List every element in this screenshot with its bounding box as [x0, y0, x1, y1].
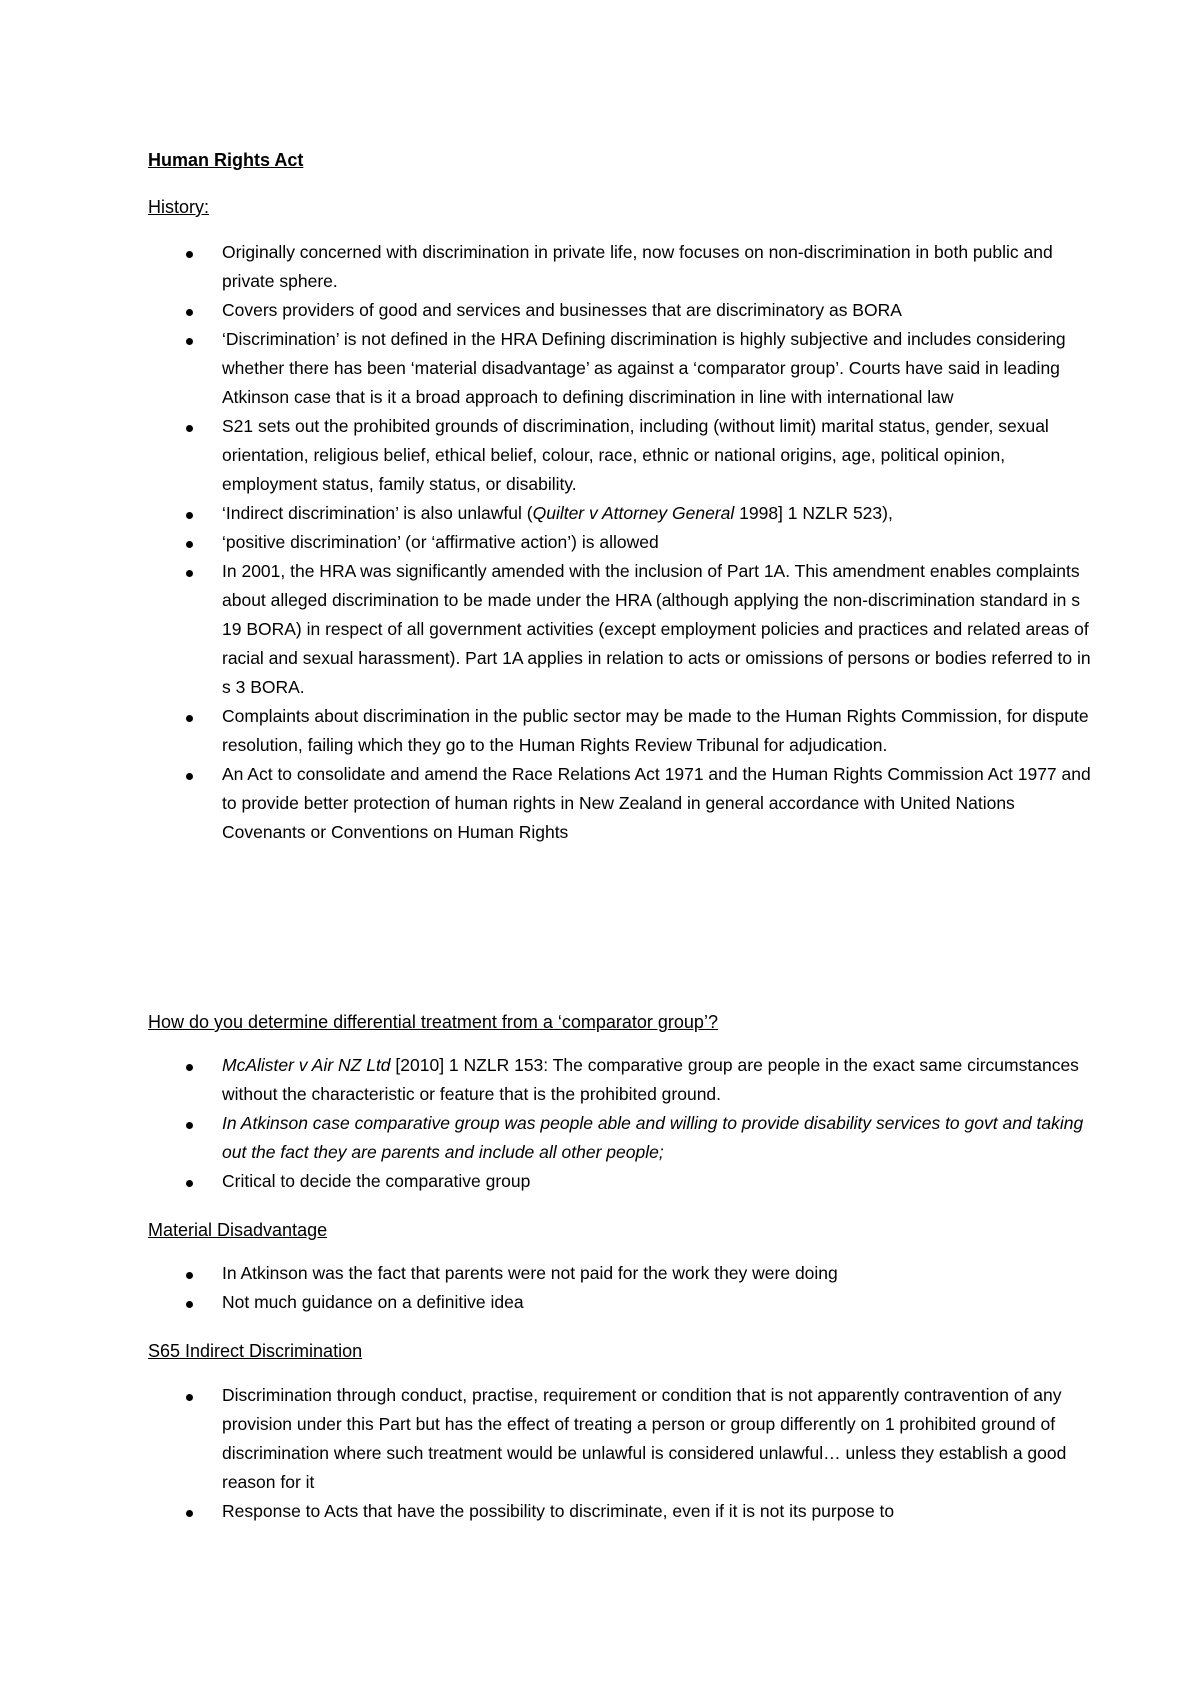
s65-heading: S65 Indirect Discrimination	[148, 1341, 363, 1361]
bullet-icon	[186, 309, 193, 316]
material-heading: Material Disadvantage	[148, 1220, 328, 1240]
comparator-list	[0, 1051, 1092, 1196]
bullet-icon	[186, 251, 193, 258]
list-item: An Act to consolidate and amend the Race Relations Act 1971 and the Human Rights Commission Act 1977 and to provide better protection of human rights in New Zealand in general accordance with United Nations Covenants or Conventions on Human Rights	[0, 760, 1092, 847]
bullet-icon	[186, 1510, 193, 1517]
bullet-icon	[186, 1180, 193, 1187]
bullet-icon	[186, 773, 193, 780]
comparator-heading: How do you determine differential treatment from a ‘comparator group’?	[148, 1012, 718, 1032]
case-citation: McAlister v Air NZ Ltd	[222, 1055, 391, 1075]
bullet-icon	[186, 1272, 193, 1279]
document-title: Human Rights Act	[148, 150, 304, 170]
case-citation: Quilter v Attorney General	[532, 503, 735, 523]
bullet-icon	[186, 1122, 193, 1129]
bullet-icon	[186, 1301, 193, 1308]
list-item: Critical to decide the comparative group	[0, 1167, 1092, 1196]
list-item: S21 sets out the prohibited grounds of discrimination, including (without limit) marital status, gender, sexual orientation, religious belief, ethical belief, colour, race, ethnic or national origins, age, political opinion, employment status, family status, or disability.	[0, 412, 1092, 499]
bullet-icon	[186, 425, 193, 432]
list-item: Originally concerned with discrimination in private life, now focuses on non-discrimination in both public and private sphere.	[0, 238, 1092, 296]
history-list	[0, 238, 1092, 847]
bullet-icon	[186, 338, 193, 345]
list-item: In Atkinson case comparative group was people able and willing to provide disability services to govt and taking out the fact they are parents and include all other people;	[0, 1109, 1092, 1167]
list-item: In Atkinson was the fact that parents were not paid for the work they were doing	[0, 1259, 1092, 1288]
bullet-icon	[186, 512, 193, 519]
bullet-icon	[186, 1064, 193, 1071]
bullet-icon	[186, 570, 193, 577]
bullet-icon	[186, 715, 193, 722]
s65-list	[0, 1381, 1092, 1526]
list-item: Response to Acts that have the possibility to discriminate, even if it is not its purpose to	[0, 1497, 1092, 1526]
history-heading: History:	[148, 197, 210, 217]
list-item: Complaints about discrimination in the public sector may be made to the Human Rights Commission, for dispute resolution, failing which they go to the Human Rights Review Tribunal for adjudication.	[0, 702, 1092, 760]
list-item: ‘Indirect discrimination’ is also unlawful (Quilter v Attorney General 1998] 1 NZLR 523),	[0, 499, 1092, 528]
material-list	[0, 1259, 1092, 1317]
list-item: ‘positive discrimination’ (or ‘affirmative action’) is allowed	[0, 528, 1092, 557]
bullet-icon	[186, 1394, 193, 1401]
list-item: In 2001, the HRA was significantly amended with the inclusion of Part 1A. This amendment enables complaints about alleged discrimination to be made under the HRA (although applying the non-discrimination standard in s 19 BORA) in respect of all government activities (except employment policies and practices and related areas of racial and sexual harassment). Part 1A applies in relation to acts or omissions of persons or bodies referred to in s 3 BORA.	[0, 557, 1092, 702]
bullet-icon	[186, 541, 193, 548]
list-item: Covers providers of good and services and businesses that are discriminatory as BORA	[0, 296, 1092, 325]
list-item: Discrimination through conduct, practise, requirement or condition that is not apparently contravention of any provision under this Part but has the effect of treating a person or group differently on 1 prohibited ground of discrimination where such treatment would be unlawful is considered unlawful… unless they establish a good reason for it	[0, 1381, 1092, 1497]
list-item: Not much guidance on a definitive idea	[0, 1288, 1092, 1317]
list-item: McAlister v Air NZ Ltd [2010] 1 NZLR 153: The comparative group are people in the exact same circumstances without the characteristic or feature that is the prohibited ground.	[0, 1051, 1092, 1109]
list-item: ‘Discrimination’ is not defined in the HRA Defining discrimination is highly subjective and includes considering whether there has been ‘material disadvantage’ as against a ‘comparator group’. Courts have said in leading Atkinson case that is it a broad approach to defining discrimination in line with international law	[0, 325, 1092, 412]
